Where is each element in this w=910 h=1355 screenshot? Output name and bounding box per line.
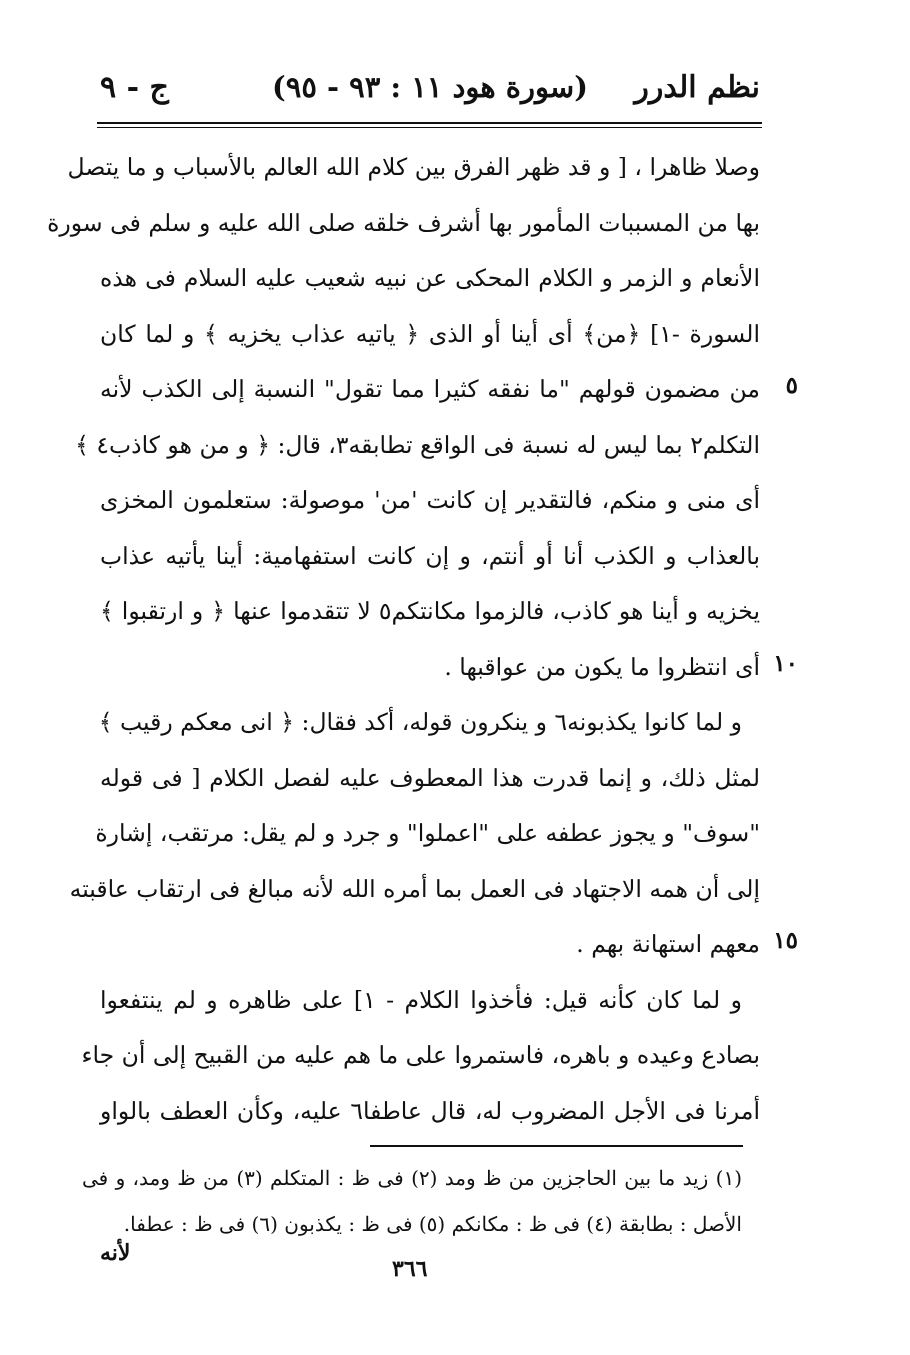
text-line: بالعذاب و الكذب أنا أو أنتم، و إن كانت استفهامية: أينا يأتيه عذاب <box>100 541 760 570</box>
text-line: وصلا ظاهرا ، [ و قد ظهر الفرق بين كلام الله العالم بالأسباب و ما يتصل <box>67 153 760 181</box>
text-line: السورة -١] ﴿من﴾ أى أينا أو الذى ﴿ ياتيه عذاب يخزيه ﴾ و لما كان <box>100 319 760 348</box>
text-line: لمثل ذلك، و إنما قدرت هذا المعطوف عليه لفصل الكلام [ فى قوله <box>100 763 760 792</box>
text-line: أى منى و منكم، فالتقدير إن كانت 'من' موصولة: ستعلمون المخزى <box>100 486 760 514</box>
text-line: و لما كانوا يكذبونه٦ و ينكرون قوله، أكد فقال: ﴿ انى معكم رقيب ﴾ <box>98 708 742 736</box>
volume-part: ج - ٩ <box>100 70 169 105</box>
text-line: الأنعام و الزمر و الكلام المحكى عن نبيه شعيب عليه السلام فى هذه <box>100 264 760 292</box>
header-rule <box>97 122 762 124</box>
text-line: معهم استهانة بهم . <box>576 930 760 958</box>
book-title: نظم الدرر <box>634 70 760 105</box>
footnote-line: الأصل : بطابقة (٤) فى ظ : مكانكم (٥) فى ظ : يكذبون (٦) فى ظ : عطفا. <box>123 1212 742 1236</box>
text-line: يخزيه و أينا هو كاذب، فالزموا مكانتكم٥ لا تتقدموا عنها ﴿ و ارتقبوا ﴾ <box>100 597 760 625</box>
footnotes <box>82 1155 742 1247</box>
running-header <box>100 64 760 114</box>
text-line: "سوف" و يجوز عطفه على "اعملوا" و جرد و لم يقل: مرتقب، إشارة <box>95 819 760 847</box>
text-line: من مضمون قولهم "ما نفقه كثيرا مما تقول" النسبة إلى الكذب لأنه <box>100 375 760 403</box>
text-line: التكلم٢ بما ليس له نسبة فى الواقع تطابقه٣، قال: ﴿ و من هو كاذب٤ ﴾ <box>75 430 760 459</box>
text-line: بصادع وعيده و باهره، فاستمروا على ما هم عليه من القبيح إلى أن جاء <box>81 1041 760 1069</box>
main-text <box>47 140 760 1139</box>
catchword: لأنه <box>100 1240 131 1266</box>
footnote-rule <box>370 1145 743 1147</box>
line-number-15: ١٥ <box>773 927 798 954</box>
footnote-line: (١) زيد ما بين الحاجزين من ظ ومد (٢) فى ظ : المتكلم (٣) من ظ ومد، و فى <box>82 1166 742 1190</box>
text-line: بها من المسببات المأمور بها أشرف خلقه صلى الله عليه و سلم فى سورة <box>47 208 760 237</box>
text-line: إلى أن همه الاجتهاد فى العمل بما أمره الله لأنه مبالغ فى ارتقاب عاقبته <box>69 874 760 903</box>
line-number-10: ١٠ <box>773 650 798 677</box>
header-rule-thin <box>97 127 762 128</box>
text-line: أمرنا فى الأجل المضروب له، قال عاطفا٦ عليه، وكأن العطف بالواو <box>100 1096 760 1125</box>
line-number-5: ٥ <box>785 372 798 399</box>
page-number: ٣٦٦ <box>392 1256 428 1282</box>
text-line: أى انتظروا ما يكون من عواقبها . <box>444 652 760 681</box>
surah-reference: (سورة هود ١١ : ٩٣ - ٩٥) <box>272 70 588 104</box>
text-line: و لما كان كأنه قيل: فأخذوا الكلام - ١] على ظاهره و لم ينتفعوا <box>100 985 742 1014</box>
